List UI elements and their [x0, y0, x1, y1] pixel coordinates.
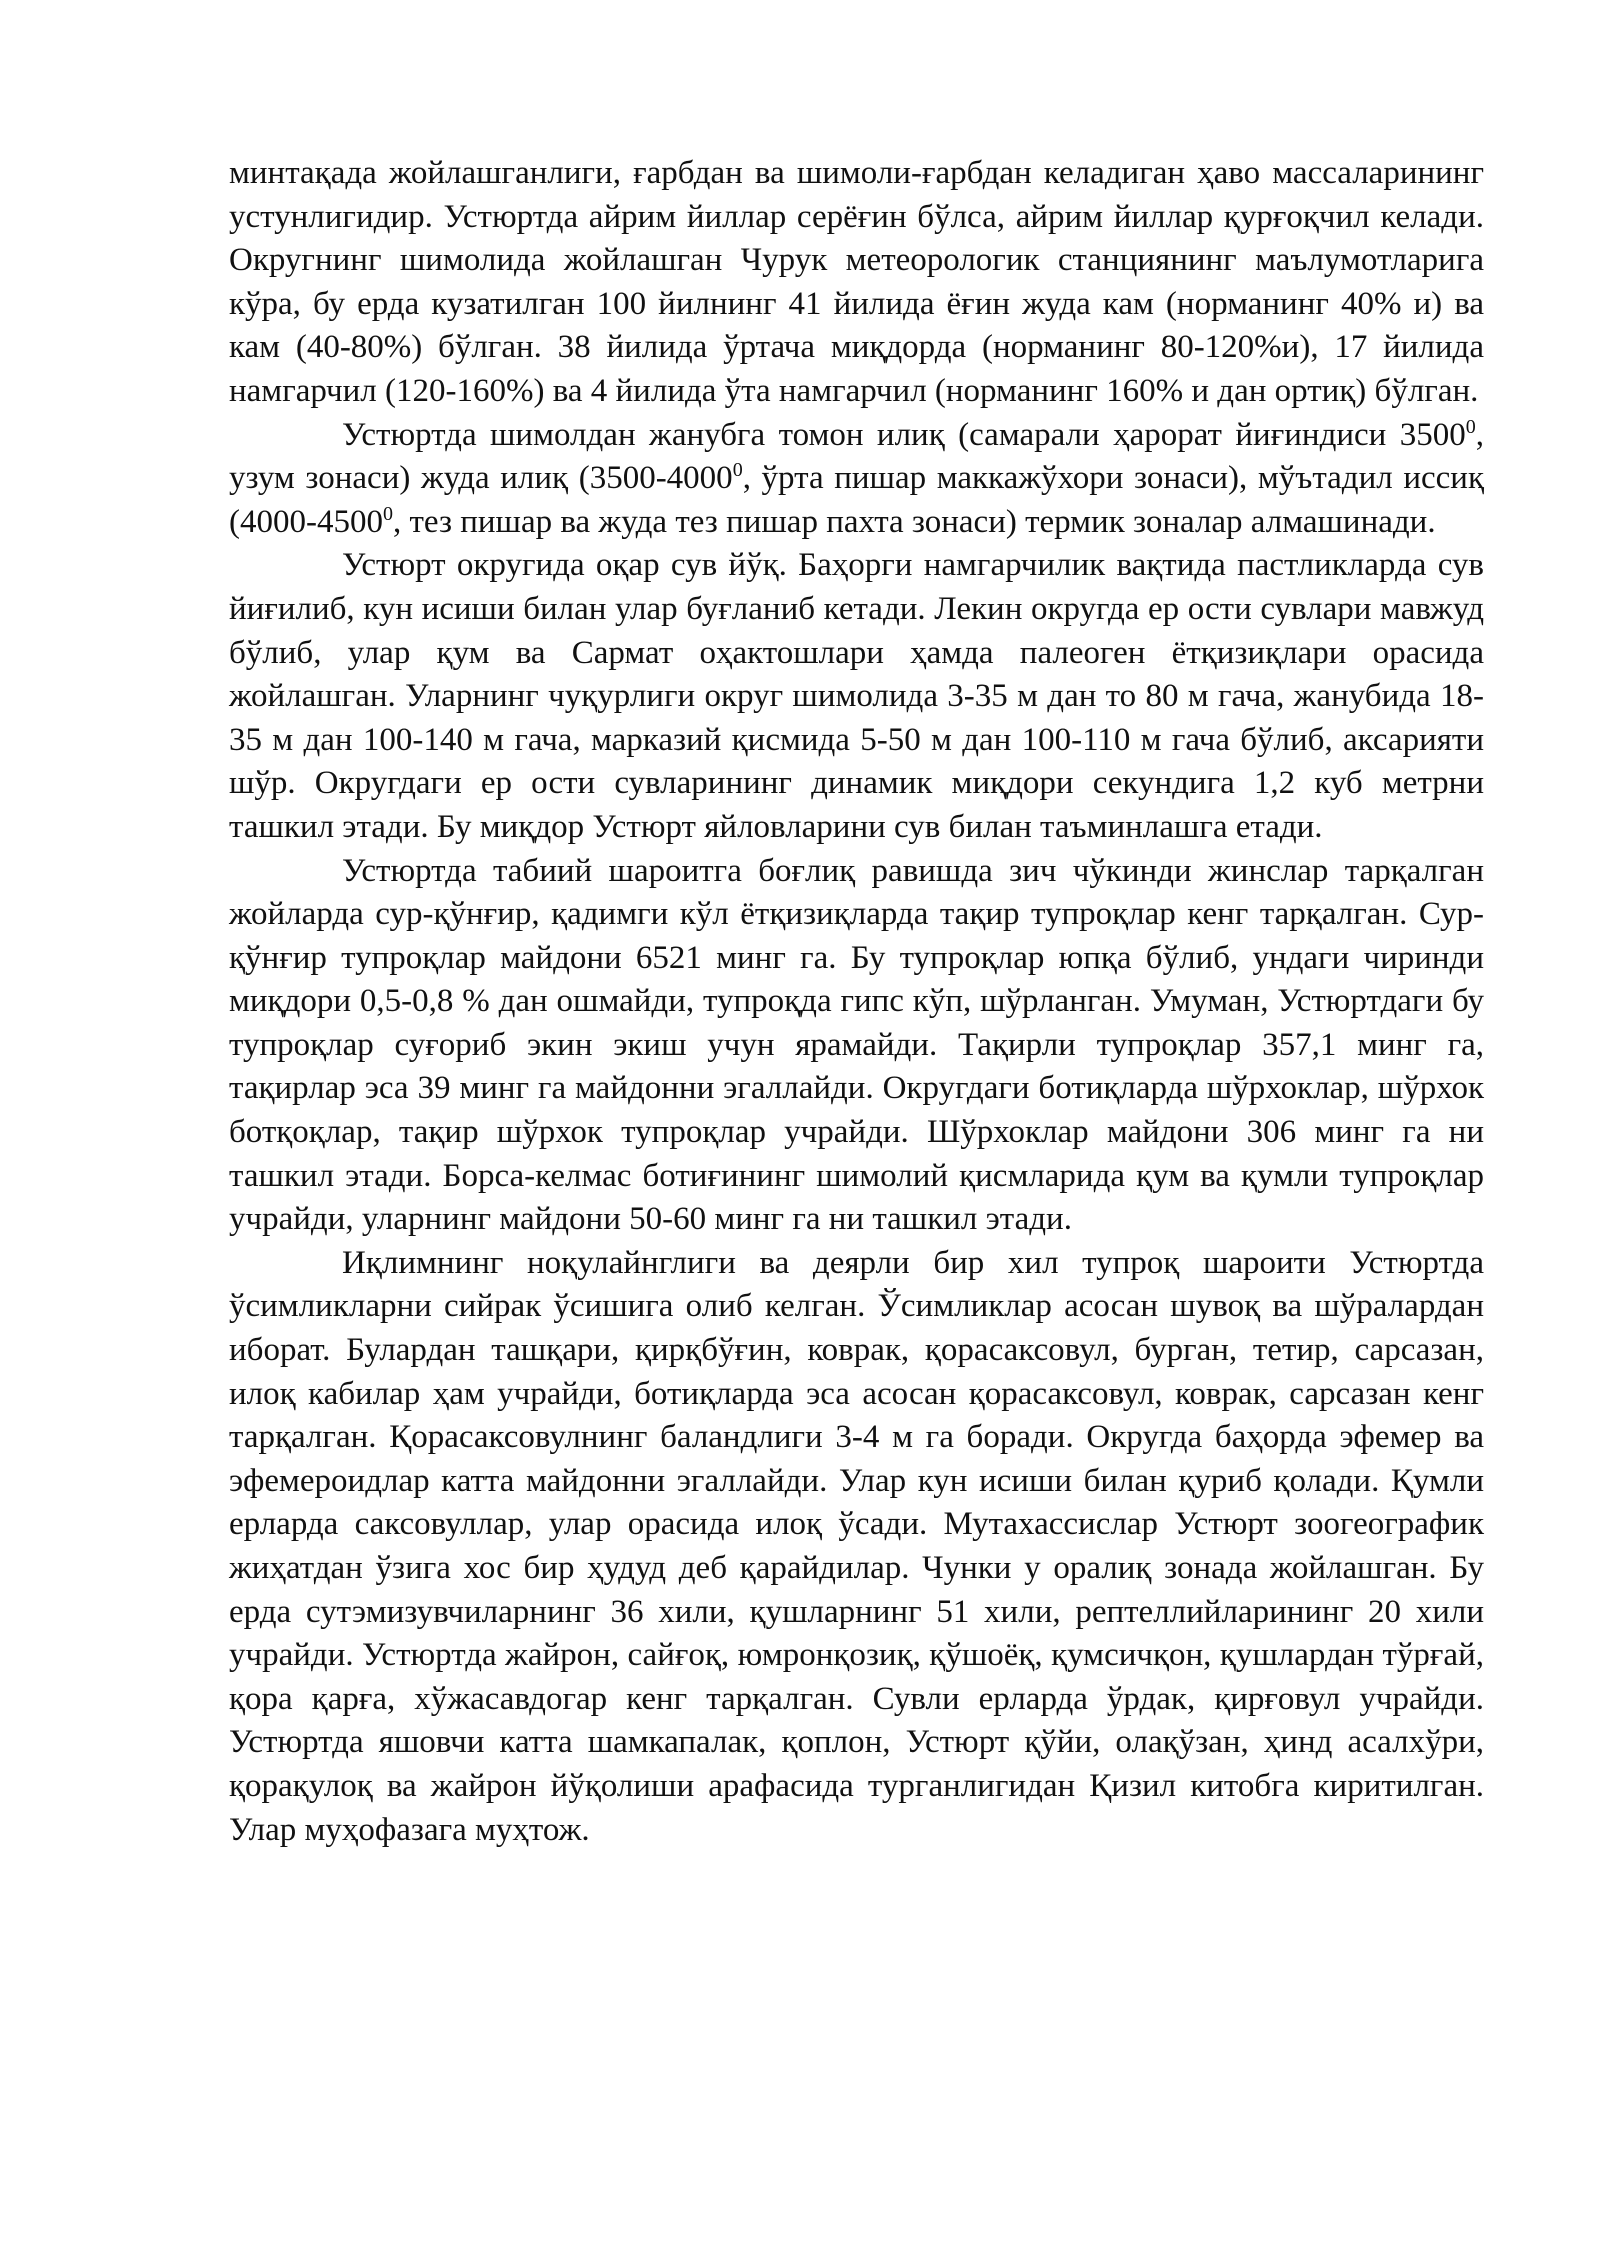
- paragraph-thermal-zones: [229, 414, 1484, 545]
- text-run: Устюртда шимолдан жанубга томон илиқ (самарали ҳарорат йиғиндиси 3500: [342, 416, 1466, 453]
- text-run: Устюртда табиий шароитга боғлиқ равишда зич чўкинди жинслар тарқалган жойларда сур-қўнғир, қадимги кўл ётқизиқларда тақир тупроқлар кенг тарқалган. Сур-қўнғир тупроқлар майдони 6521 минг га. Бу тупроқлар юпқа бўлиб, ундаги чиринди миқдори 0,5-0,8 % дан ошмайди, тупроқда гипс кўп, шўрланган. Умуман, Устюртдаги бу тупроқлар суғориб экин экиш учун ярамайди. Тақирли тупроқлар 357,1 минг га, тақирлар эса 39 минг га майдонни эгаллайди. Округдаги ботиқларда шўрхоклар, шўрхок ботқоқлар, тақир шўрхок тупроқлар учрайди. Шўрхоклар майдони 306 минг га ни ташкил этади. Борса-келмас ботиғининг шимолий қисмларида қум ва қумли тупроқлар учрайди, уларнинг майдони 50-60 минг га ни ташкил этади.: [229, 852, 1484, 1238]
- text-run: Иқлимнинг ноқулайнглиги ва деярли бир хил тупроқ шароити Устюртда ўсимликларни сийрак ўсишига олиб келган. Ўсимликлар асосан шувоқ ва шўралардан иборат. Булардан ташқари, қирқбўғин, коврак, қорасаксовул, бурган, тетир, сарсазан, илоқ кабилар ҳам учрайди, ботиқларда эса асосан қорасаксовул, коврак, сарсазан кенг тарқалган. Қорасаксовулнинг баландлиги 3-4 м га боради. Округда баҳорда эфемер ва эфемероидлар катта майдонни эгаллайди. Улар кун исиши билан қуриб қолади. Қумли ерларда саксовуллар, улар орасида илоқ ўсади. Мутахассислар Устюрт зоогеографик жиҳатдан ўзига хос бир ҳудуд деб қарайдилар. Чунки у оралиқ зонада жойлашган. Бу ерда сутэмизувчиларнинг 36 хили, қушларнинг 51 хили, рептеллийларининг 20 хили учрайди. Устюртда жайрон, сайғоқ, юмронқозиқ, қўшоёқ, қумсичқон, қушлардан тўрғай, қора қарға, хўжасавдогар кенг тарқалган. Сувли ерларда ўрдак, қирғовул учрайди. Устюртда яшовчи катта шамкапалак, қоплон, Устюрт қўйи, олақўзан, ҳинд асалхўри, қорақулоқ ва жайрон йўқолиши арафасида турганлигидан Қизил китобга киритилган. Улар муҳофазага муҳтож.: [229, 1244, 1484, 1848]
- degree-superscript: 0: [1465, 415, 1476, 438]
- paragraph-groundwater: [229, 544, 1484, 849]
- degree-superscript: 0: [382, 502, 393, 525]
- paragraph-flora-fauna: [229, 1242, 1484, 1852]
- text-run: Устюрт округида оқар сув йўқ. Баҳорги намгарчилик вақтида пастликларда сув йиғилиб, кун исиши билан улар буғланиб кетади. Лекин округда ер ости сувлари мавжуд бўлиб, улар қум ва Сармат оҳактошлари ҳамда палеоген ётқизиқлари орасида жойлашган. Уларнинг чуқурлиги округ шимолида 3-35 м дан то 80 м гача, жанубида 18-35 м дан 100-140 м гача, марказий қисмида 5-50 м дан 100-110 м гача бўлиб, аксарияти шўр. Округдаги ер ости сувларининг динамик миқдори секундига 1,2 куб метрни ташкил этади. Бу миқдор Устюрт яйловларини сув билан таъминлашга етади.: [229, 547, 1484, 845]
- text-run: , тез пишар ва жуда тез пишар пахта зонаси) термик зоналар алмашинади.: [392, 503, 1436, 540]
- text-run: , ўрта пишар маккажўхори зонаси), мўътадил иссиқ (4000-4500: [229, 460, 1484, 540]
- text-run: минтақада жойлашганлиги, ғарбдан ва шимоли-ғарбдан келадиган ҳаво массаларининг устунлигидир. Устюртда айрим йиллар серёғин бўлса, айрим йиллар қурғоқчил келади. Округнинг шимолида жойлашган Чурук метеорологик станциянинг маълумотларига кўра, бу ерда кузатилган 100 йилнинг 41 йилида ёғин жуда кам (норманинг 40% и) ва кам (40-80%) бўлган. 38 йилида ўртача миқдорда (норманинг 80-120%и), 17 йилида намгарчил (120-160%) ва 4 йилида ўта намгарчил (норманинг 160% и дан ортиқ) бўлган.: [229, 155, 1484, 409]
- degree-superscript: 0: [732, 459, 743, 482]
- paragraph-climate-precipitation: [229, 152, 1484, 414]
- text-run: , узум зонаси) жуда илиқ (3500-4000: [229, 416, 1484, 497]
- document-body: [229, 152, 1484, 1852]
- paragraph-soils: [229, 850, 1484, 1242]
